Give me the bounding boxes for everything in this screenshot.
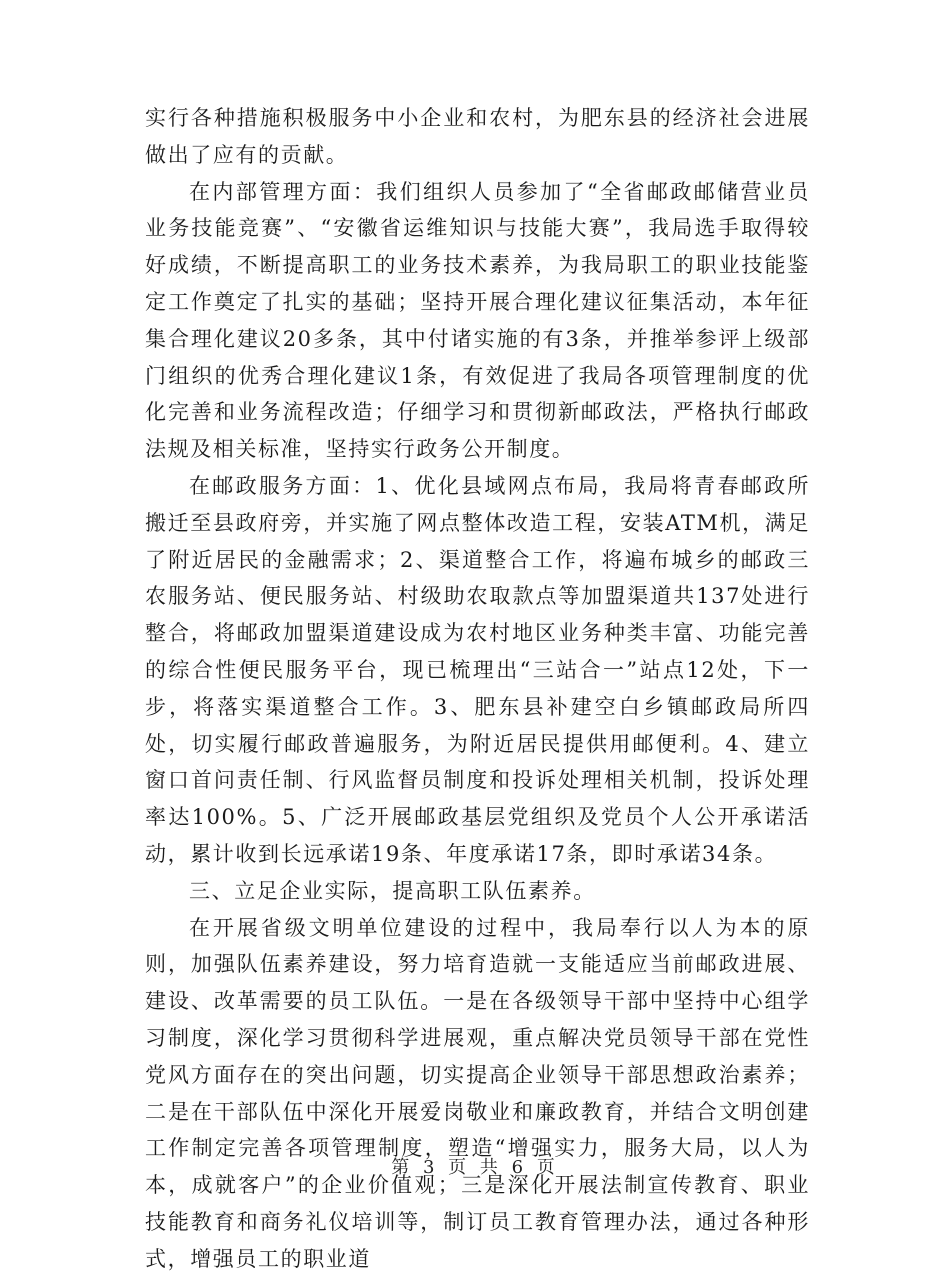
paragraph-2: 在内部管理方面：我们组织人员参加了“全省邮政邮储营业员业务技能竞赛”、“安徽省运维知识与技能大赛”，我局选手取得较好成绩，不断提高职工的业务技术素养，为我局职工的职业技能鉴定工作奠定了扎实的基础；坚持开展合理化建议征集活动，本年征集合理化建议20多条，其中付诸实施的有3条，并推举参评上级部门组织的优秀合理化建议1条，有效促进了我局各项管理制度的优化完善和业务流程改造；仔细学习和贯彻新邮政法，严格执行邮政法规及相关标准，坚持实行政务公开制度。: [145, 179, 810, 462]
paragraph-3: 在邮政服务方面：1、优化县域网点布局，我局将青春邮政所搬迁至县政府旁，并实施了网点整体改造工程，安装ATM机，满足了附近居民的金融需求；2、渠道整合工作，将遍布城乡的邮政三农服务站、便民服务站、村级助农取款点等加盟渠道共137处进行整合，将邮政加盟渠道建设成为农村地区业务种类丰富、功能完善的综合性便民服务平台，现已梳理出“三站合一”站点12处，下一步，将落实渠道整合工作。3、肥东县补建空白乡镇邮政局所四处，切实履行邮政普遍服务，为附近居民提供用邮便利。4、建立窗口首问责任制、行风监督员制度和投诉处理相关机制，投诉处理率达100%。5、广泛开展邮政基层党组织及党员个人公开承诺活动，累计收到长远承诺19条、年度承诺17条，即时承诺34条。: [145, 473, 810, 866]
body-text: [145, 100, 810, 1278]
section-heading: 三、立足企业实际，提高职工队伍素养。: [189, 878, 596, 903]
page-number-footer: 第 3 页 共 6 页: [391, 1157, 559, 1178]
paragraph-1: 实行各种措施积极服务中小企业和农村，为肥东县的经济社会进展做出了应有的贡献。: [145, 106, 810, 167]
paragraph-4: 在开展省级文明单位建设的过程中，我局奉行以人为本的原则，加强队伍素养建设，努力培育造就一支能适应当前邮政进展、建设、改革需要的员工队伍。一是在各级领导干部中坚持中心组学习制度，深化学习贯彻科学进展观，重点解决党员领导干部在党性党风方面存在的突出问题，切实提高企业领导干部思想政治素养；二是在干部队伍中深化开展爱岗敬业和廉政教育，并结合文明创建工作制定完善各项管理制度，塑造“增强实力，服务大局，以人为本，成就客户”的企业价值观；三是深化开展法制宣传教育、职业技能教育和商务礼仪培训等，制订员工教育管理办法，通过各种形式，增强员工的职业道: [145, 915, 810, 1271]
